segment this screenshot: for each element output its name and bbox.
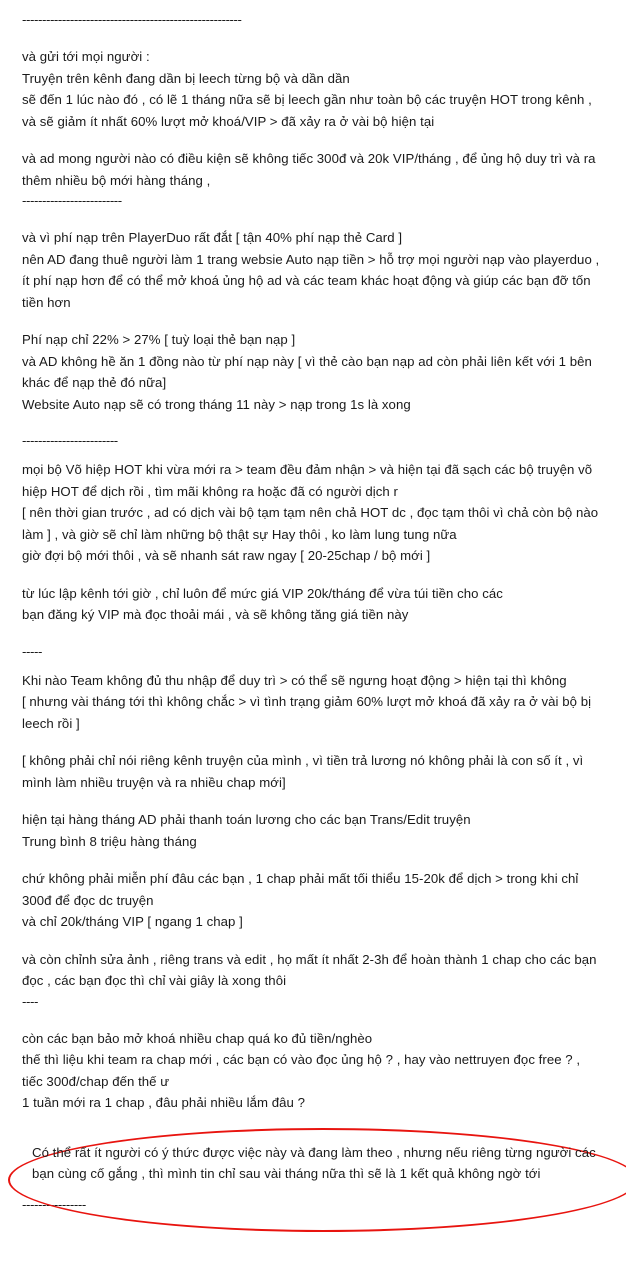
paragraph-not-free: chứ không phải miễn phí đâu các bạn , 1 chap phải mất tối thiểu 15-20k để dịch > trong khi chỉ xyxy=(22,871,579,886)
paragraph-team-income: Khi nào Team không đủ thu nhập để duy trì > có thể sẽ ngưng hoạt động > hiện tại thì không xyxy=(22,672,567,688)
spacer xyxy=(22,451,612,459)
paragraph-salary-note-line: mình làm nhiều truyện và ra nhiều chap mới] xyxy=(22,774,286,790)
paragraph-fee-detail-line: khác để nạp thẻ đó nữa] xyxy=(22,375,167,390)
paragraph-not-free-line: và chỉ 20k/tháng VIP [ ngang 1 chap ] xyxy=(22,914,243,929)
top-divider: ------------------------------------------------------- xyxy=(22,12,242,27)
paragraph-intro: và gửi tới mọi người : xyxy=(22,49,150,64)
spacer xyxy=(22,313,612,329)
paragraph-playerduo-fee-line: ít phí nạp hơn để có thể mở khoá ủng hộ ad và các team khác hoạt động và giúp các bạn đỡ tốn xyxy=(22,273,591,288)
paragraph-monthly-pay: hiện tại hàng tháng AD phải thanh toán lương cho các bạn Trans/Edit truyện xyxy=(22,812,471,827)
paragraph-edit-effort: và còn chỉnh sửa ảnh , riêng trans và edit , họ mất ít nhất 2-3h để hoàn thành 1 chap cho các bạn xyxy=(22,951,597,967)
spacer xyxy=(22,662,612,670)
paragraph-vo-hiep-line: hiệp HOT để dịch rồi , tìm mãi không ra hoặc đã có người dịch r xyxy=(22,483,398,499)
spacer xyxy=(22,415,612,431)
paragraph-unlock-excuse: còn các bạn bảo mở khoá nhiều chap quá ko đủ tiền/nghèo xyxy=(22,1030,373,1046)
spacer xyxy=(22,852,612,868)
paragraph-closing-highlight: Có thể rất ít người có ý thức được việc này và đang làm theo , nhưng nếu riêng từng người các xyxy=(32,1144,596,1160)
paragraph-intro-line: sẽ đến 1 lúc nào đó , có lẽ 1 tháng nữa sẽ bị leech gần như toàn bộ các truyện HOT trong kênh , xyxy=(22,92,592,107)
section-divider-4: ---- xyxy=(22,993,38,1009)
paragraph-support-request-line: thêm nhiều bộ mới hàng tháng , xyxy=(22,172,211,188)
spacer xyxy=(22,933,612,949)
paragraph-unlock-excuse-line: thế thì liệu khi team ra chap mới , các bạn có vào đọc ủng hộ ? , hay vào nettruyen đọc free ? , xyxy=(22,1052,581,1067)
section-divider-3: ----- xyxy=(22,643,42,659)
paragraph-unlock-excuse-line: 1 tuần mới ra 1 chap , đâu phải nhiều lắm đâu ? xyxy=(22,1095,305,1110)
paragraph-fee-detail-line: Website Auto nạp sẽ có trong tháng 11 này > nạp trong 1s là xong xyxy=(22,396,411,412)
paragraph-salary-note: [ không phải chỉ nói riêng kênh truyện của mình , vì tiền trả lương nó không phải là con số ít , vì xyxy=(22,753,584,768)
paragraph-fee-detail: Phí nạp chỉ 22% > 27% [ tuỳ loại thẻ bạn nạp ] xyxy=(22,332,296,347)
spacer xyxy=(22,567,612,583)
paragraph-fee-detail-line: và AD không hề ăn 1 đồng nào từ phí nạp này [ vì thẻ cào bạn nạp ad còn phải liên kết với 1 bên xyxy=(22,353,592,369)
paragraph-support-request: và ad mong người nào có điều kiện sẽ không tiếc 300đ và 20k VIP/tháng , để ủng hộ duy trì và ra xyxy=(22,151,596,166)
paragraph-intro-line: và sẽ giảm ít nhất 60% lượt mở khoá/VIP > đã xảy ra ở vài bộ hiện tại xyxy=(22,113,435,129)
paragraph-vo-hiep-line: giờ đợi bộ mới thôi , và sẽ nhanh sát raw ngay [ 20-25chap / bộ mới ] xyxy=(22,548,431,563)
paragraph-playerduo-fee: và vì phí nạp trên PlayerDuo rất đắt [ tận 40% phí nạp thẻ Card ] xyxy=(22,230,403,245)
paragraph-closing-highlight-line: bạn cùng cố gắng , thì mình tin chỉ sau vài tháng nữa thì sẽ là 1 kết quả không ngờ tới xyxy=(32,1166,541,1181)
paragraph-edit-effort-line: đọc , các bạn đọc thì chỉ vài giây là xong thôi xyxy=(22,973,287,988)
paragraph-playerduo-fee-line: tiền hơn xyxy=(22,294,71,310)
paragraph-unlock-excuse-line: tiếc 300đ/chap đến thế ư xyxy=(22,1073,170,1089)
paragraph-vo-hiep-line: [ nên thời gian trước , ad có dịch vài bộ tạm tạm nên chả HOT dc , đọc tạm thôi vì chả còn bộ nào xyxy=(22,505,599,520)
paragraph-intro-line: Truyện trên kênh đang dần bị leech từng bộ và dần dần xyxy=(22,70,350,86)
spacer xyxy=(22,132,612,148)
spacer xyxy=(22,30,612,46)
highlighted-closing-section xyxy=(22,1128,612,1195)
spacer xyxy=(22,734,612,750)
paragraph-team-income-line: leech rồi ] xyxy=(22,715,80,731)
paragraph-vo-hiep-line: làm ] , và giờ sẽ chỉ làm những bộ thật sự Hay thôi , ko làm lung tung nữa xyxy=(22,526,457,542)
paragraph-monthly-pay-line: Trung bình 8 triệu hàng tháng xyxy=(22,833,197,849)
spacer xyxy=(22,626,612,642)
paragraph-vip-price-line: bạn đăng ký VIP mà đọc thoải mái , và sẽ không tăng giá tiền này xyxy=(22,607,409,622)
section-divider-2: ------------------------ xyxy=(22,433,118,448)
spacer xyxy=(22,211,612,227)
section-divider-1: ------------------------- xyxy=(22,193,122,208)
spacer xyxy=(22,793,612,809)
spacer xyxy=(22,1012,612,1028)
paragraph-vo-hiep: mọi bộ Võ hiệp HOT khi vừa mới ra > team đều đảm nhận > và hiện tại đã sạch các bộ truyện võ xyxy=(22,462,593,477)
paragraph-not-free-line: 300đ để đọc dc truyện xyxy=(22,892,154,908)
bottom-divider: ---------------- xyxy=(22,1196,86,1212)
paragraph-team-income-line: [ nhưng vài tháng tới thì không chắc > vì tình trạng giảm 60% lượt mở khoá đã xảy ra ở vài bộ bị xyxy=(22,694,592,709)
paragraph-vip-price: từ lúc lập kênh tới giờ , chỉ luôn để mức giá VIP 20k/tháng để vừa túi tiền cho các xyxy=(22,585,503,601)
paragraph-playerduo-fee-line: nên AD đang thuê người làm 1 trang websie Auto nạp tiền > hỗ trợ mọi người nạp vào playerduo , xyxy=(22,251,600,267)
